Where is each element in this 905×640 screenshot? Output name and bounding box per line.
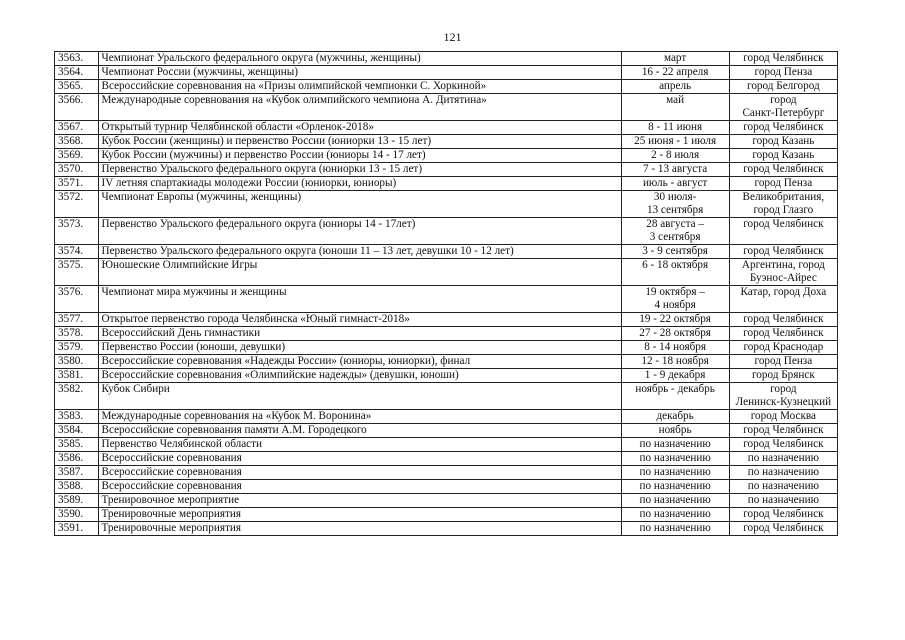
event-number: 3584. <box>55 424 99 438</box>
event-number: 3575. <box>55 259 99 286</box>
event-date <box>621 327 729 341</box>
event-date-line: по назначению <box>639 494 711 506</box>
event-place <box>729 121 837 135</box>
event-place <box>729 452 837 466</box>
event-place-line: Аргентина, город <box>741 259 825 271</box>
event-date <box>621 177 729 191</box>
event-place <box>729 522 837 536</box>
event-place <box>729 163 837 177</box>
event-place <box>729 341 837 355</box>
event-date <box>621 259 729 286</box>
event-place-line: по назначению <box>747 452 819 464</box>
event-place <box>729 383 837 410</box>
event-name: Первенство Челябинской области <box>98 438 621 452</box>
event-name: Чемпионат России (мужчины, женщины) <box>98 66 621 80</box>
table-row <box>55 410 838 424</box>
event-name: Юношеские Олимпийские Игры <box>98 259 621 286</box>
event-number: 3576. <box>55 286 99 313</box>
event-place-line: город Челябинск <box>743 121 824 133</box>
event-number: 3568. <box>55 135 99 149</box>
event-number: 3582. <box>55 383 99 410</box>
event-number: 3564. <box>55 66 99 80</box>
event-number: 3569. <box>55 149 99 163</box>
event-place-line: город Челябинск <box>743 52 824 64</box>
table-row <box>55 480 838 494</box>
event-place <box>729 369 837 383</box>
event-place-line: город Глазго <box>753 204 814 216</box>
event-date <box>621 424 729 438</box>
event-date-line: ноябрь <box>658 424 692 436</box>
event-place-line: город Краснодар <box>743 341 824 353</box>
event-date <box>621 466 729 480</box>
event-date <box>621 218 729 245</box>
event-date-line: май <box>666 94 685 106</box>
event-place <box>729 245 837 259</box>
event-place <box>729 177 837 191</box>
event-place-line: город Челябинск <box>743 508 824 520</box>
event-place-line: город Челябинск <box>743 424 824 436</box>
event-place-line: город Челябинск <box>743 218 824 230</box>
event-date-line: 7 - 13 августа <box>642 163 708 175</box>
event-date <box>621 480 729 494</box>
event-place <box>729 66 837 80</box>
event-place-line: город Челябинск <box>743 327 824 339</box>
event-place <box>729 218 837 245</box>
event-number: 3583. <box>55 410 99 424</box>
event-date-line: 30 июля- <box>653 191 697 203</box>
event-name: Первенство Уральского федерального округа (юниорки 13 - 15 лет) <box>98 163 621 177</box>
event-date-line: по назначению <box>639 508 711 520</box>
event-date-line: 16 - 22 апреля <box>641 66 709 78</box>
event-name: Чемпионат мира мужчины и женщины <box>98 286 621 313</box>
event-name: Кубок России (женщины) и первенство России (юниорки 13 - 15 лет) <box>98 135 621 149</box>
event-date <box>621 355 729 369</box>
table-row <box>55 191 838 218</box>
event-date-line: 8 - 14 ноября <box>644 341 707 353</box>
event-date-line: по назначению <box>639 452 711 464</box>
event-date-line: 25 июня - 1 июля <box>634 135 717 147</box>
table-row <box>55 177 838 191</box>
event-place <box>729 313 837 327</box>
event-place <box>729 52 837 66</box>
event-place <box>729 94 837 121</box>
event-date-line: по назначению <box>639 466 711 478</box>
table-row <box>55 494 838 508</box>
event-place-line: город Москва <box>750 410 817 422</box>
event-name: Первенство Уральского федерального округа (юноши 11 – 13 лет, девушки 10 - 12 лет) <box>98 245 621 259</box>
event-number: 3588. <box>55 480 99 494</box>
event-place-line: город <box>770 94 797 106</box>
event-number: 3565. <box>55 80 99 94</box>
event-number: 3586. <box>55 452 99 466</box>
event-date <box>621 80 729 94</box>
event-date-line: 19 - 22 октября <box>639 313 711 325</box>
event-name: Всероссийские соревнования на «Призы олимпийской чемпионки С. Хоркиной» <box>98 80 621 94</box>
table-row <box>55 466 838 480</box>
event-place <box>729 508 837 522</box>
table-row <box>55 369 838 383</box>
event-date-line: 19 октября – <box>645 286 705 298</box>
event-name: Всероссийские соревнования <box>98 480 621 494</box>
event-date <box>621 121 729 135</box>
table-row <box>55 286 838 313</box>
event-date-line: 27 - 28 октября <box>639 327 711 339</box>
event-place-line: Великобритания, <box>742 191 825 203</box>
event-date-line: 2 - 8 июля <box>651 149 700 161</box>
event-place-line: по назначению <box>747 466 819 478</box>
event-date-line: 8 - 11 июня <box>648 121 703 133</box>
event-place-line: город Челябинск <box>743 522 824 534</box>
event-place-line: город Белгород <box>747 80 820 92</box>
event-name: Кубок России (мужчины) и первенство России (юниоры 14 - 17 лет) <box>98 149 621 163</box>
event-number: 3567. <box>55 121 99 135</box>
event-place <box>729 480 837 494</box>
table-row <box>55 163 838 177</box>
event-date <box>621 369 729 383</box>
event-name: Всероссийские соревнования «Надежды России» (юниоры, юниорки), финал <box>98 355 621 369</box>
event-name: IV летняя спартакиады молодежи России (юниорки, юниоры) <box>98 177 621 191</box>
event-place-line: город Челябинск <box>743 438 824 450</box>
event-number: 3572. <box>55 191 99 218</box>
event-date-line: по назначению <box>639 438 711 450</box>
table-row <box>55 52 838 66</box>
table-row <box>55 355 838 369</box>
table-row <box>55 80 838 94</box>
event-name: Открытый турнир Челябинской области «Орленок-2018» <box>98 121 621 135</box>
event-place-line: город Пенза <box>754 177 813 189</box>
event-place <box>729 438 837 452</box>
event-number: 3574. <box>55 245 99 259</box>
event-name: Международные соревнования на «Кубок М. Воронина» <box>98 410 621 424</box>
event-date <box>621 286 729 313</box>
event-name: Всероссийские соревнования <box>98 466 621 480</box>
event-number: 3589. <box>55 494 99 508</box>
table-row <box>55 424 838 438</box>
event-name: Всероссийский День гимнастики <box>98 327 621 341</box>
event-place <box>729 327 837 341</box>
event-number: 3591. <box>55 522 99 536</box>
event-date <box>621 191 729 218</box>
event-place <box>729 424 837 438</box>
event-date-line: по назначению <box>639 522 711 534</box>
event-date <box>621 494 729 508</box>
event-name: Первенство Уральского федерального округа (юниоры 14 - 17лет) <box>98 218 621 245</box>
event-number: 3581. <box>55 369 99 383</box>
event-date <box>621 383 729 410</box>
event-date-line: 1 - 9 декабря <box>644 369 706 381</box>
event-place <box>729 80 837 94</box>
event-number: 3573. <box>55 218 99 245</box>
event-place-line: Санкт-Петербург <box>742 107 825 119</box>
event-place-line: город Брянск <box>751 369 815 381</box>
event-date <box>621 149 729 163</box>
event-date <box>621 52 729 66</box>
event-place-line: по назначению <box>747 494 819 506</box>
event-number: 3579. <box>55 341 99 355</box>
events-table-body <box>55 52 838 536</box>
event-name: Открытое первенство города Челябинска «Юный гимнаст-2018» <box>98 313 621 327</box>
event-date <box>621 452 729 466</box>
event-date-line: 12 - 18 ноября <box>641 355 709 367</box>
event-place <box>729 286 837 313</box>
event-name: Всероссийские соревнования памяти А.М. Городецкого <box>98 424 621 438</box>
table-row <box>55 245 838 259</box>
table-row <box>55 522 838 536</box>
table-row <box>55 121 838 135</box>
table-row <box>55 149 838 163</box>
event-name: Тренировочное мероприятие <box>98 494 621 508</box>
event-date <box>621 410 729 424</box>
event-number: 3587. <box>55 466 99 480</box>
event-place-line: город Казань <box>752 135 815 147</box>
event-name: Кубок Сибири <box>98 383 621 410</box>
table-row <box>55 313 838 327</box>
event-number: 3563. <box>55 52 99 66</box>
event-name: Первенство России (юноши, девушки) <box>98 341 621 355</box>
event-place <box>729 355 837 369</box>
event-date <box>621 163 729 177</box>
event-place-line: город Пенза <box>754 66 813 78</box>
event-number: 3590. <box>55 508 99 522</box>
event-name: Тренировочные мероприятия <box>98 522 621 536</box>
event-place-line: Катар, город Доха <box>740 286 827 298</box>
event-number: 3577. <box>55 313 99 327</box>
event-name: Чемпионат Уральского федерального округа (мужчины, женщины) <box>98 52 621 66</box>
event-date-line: 3 - 9 сентября <box>642 245 708 257</box>
event-name: Чемпионат Европы (мужчины, женщины) <box>98 191 621 218</box>
event-date-line: декабрь <box>656 410 694 422</box>
event-name: Всероссийские соревнования <box>98 452 621 466</box>
table-row <box>55 135 838 149</box>
event-name: Международные соревнования на «Кубок олимпийского чемпиона А. Дитятина» <box>98 94 621 121</box>
event-number: 3578. <box>55 327 99 341</box>
event-place-line: город Челябинск <box>743 245 824 257</box>
event-name: Тренировочные мероприятия <box>98 508 621 522</box>
event-place <box>729 191 837 218</box>
event-date-line: апрель <box>659 80 692 92</box>
event-date-line: ноябрь - декабрь <box>635 383 715 395</box>
event-date <box>621 313 729 327</box>
event-place-line: город Челябинск <box>743 313 824 325</box>
table-row <box>55 383 838 410</box>
event-date-line: 13 сентября <box>646 204 704 216</box>
event-place <box>729 466 837 480</box>
event-place-line: по назначению <box>747 480 819 492</box>
event-place-line: город Челябинск <box>743 163 824 175</box>
event-date <box>621 135 729 149</box>
table-row <box>55 341 838 355</box>
table-row <box>55 327 838 341</box>
event-number: 3585. <box>55 438 99 452</box>
event-place-line: город Пенза <box>754 355 813 367</box>
event-date-line: 4 ноября <box>654 299 696 311</box>
event-place <box>729 410 837 424</box>
page-number: 121 <box>443 30 462 44</box>
event-date <box>621 94 729 121</box>
event-date <box>621 245 729 259</box>
event-date-line: по назначению <box>639 480 711 492</box>
table-row <box>55 438 838 452</box>
event-date-line: 28 августа – <box>646 218 704 230</box>
event-number: 3566. <box>55 94 99 121</box>
event-date <box>621 508 729 522</box>
event-place <box>729 494 837 508</box>
table-row <box>55 452 838 466</box>
event-number: 3571. <box>55 177 99 191</box>
event-date-line: 3 сентября <box>649 231 701 243</box>
event-place-line: Буэнос-Айрес <box>749 272 817 284</box>
table-row <box>55 94 838 121</box>
event-number: 3570. <box>55 163 99 177</box>
event-date <box>621 522 729 536</box>
event-place <box>729 259 837 286</box>
event-date <box>621 341 729 355</box>
table-row <box>55 218 838 245</box>
event-place <box>729 135 837 149</box>
event-place-line: город Казань <box>752 149 815 161</box>
event-place-line: город <box>770 383 797 395</box>
event-date-line: 6 - 18 октября <box>642 259 709 271</box>
event-place <box>729 149 837 163</box>
table-row <box>55 508 838 522</box>
event-place-line: Ленинск-Кузнецкий <box>735 396 832 408</box>
event-date-line: июль - август <box>642 177 708 189</box>
table-row <box>55 259 838 286</box>
event-date <box>621 438 729 452</box>
table-row <box>55 66 838 80</box>
event-date <box>621 66 729 80</box>
events-table <box>54 51 838 536</box>
event-number: 3580. <box>55 355 99 369</box>
event-name: Всероссийские соревнования «Олимпийские надежды» (девушки, юноши) <box>98 369 621 383</box>
event-date-line: март <box>663 52 687 64</box>
